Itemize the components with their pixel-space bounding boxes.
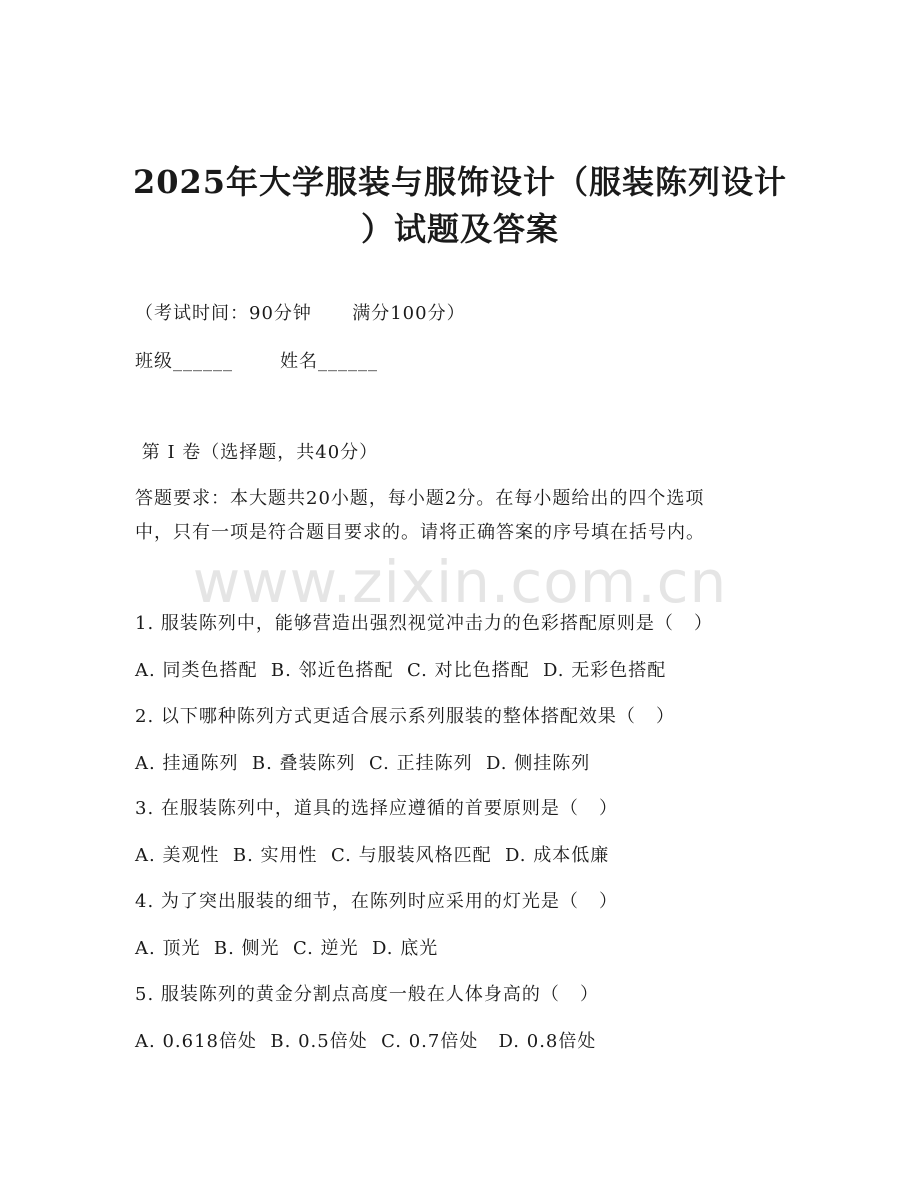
section-heading: 第 I 卷（选择题，共40分） xyxy=(135,442,379,463)
question-3-options: A. 美观性 B. 实用性 C. 与服装风格匹配 D. 成本低廉 xyxy=(135,845,610,866)
question-5-stem: 5. 服装陈列的黄金分割点高度一般在人体身高的（ ） xyxy=(135,984,600,1005)
document-title-line-2: ）试题及答案 xyxy=(360,210,559,248)
name-fields: 班级______ 姓名______ xyxy=(135,351,379,372)
question-4-stem: 4. 为了突出服装的细节，在陈列时应采用的灯光是（ ） xyxy=(135,891,619,912)
question-1-options: A. 同类色搭配 B. 邻近色搭配 C. 对比色搭配 D. 无彩色搭配 xyxy=(135,660,667,681)
question-3-stem: 3. 在服装陈列中，道具的选择应遵循的首要原则是（ ） xyxy=(135,798,619,819)
exam-info: （考试时间：90分钟 满分100分） xyxy=(135,303,466,324)
question-1-stem: 1. 服装陈列中，能够营造出强烈视觉冲击力的色彩搭配原则是（ ） xyxy=(135,613,714,634)
watermark: www.zixin.com.cn xyxy=(192,548,728,616)
question-4-options: A. 顶光 B. 侧光 C. 逆光 D. 底光 xyxy=(135,938,439,959)
instruction-line-2: 中，只有一项是符合题目要求的。请将正确答案的序号填在括号内。 xyxy=(135,522,705,543)
document-title-line-1: 2025年大学服装与服饰设计（服装陈列设计 xyxy=(132,163,788,201)
question-5-options: A. 0.618倍处 B. 0.5倍处 C. 0.7倍处 D. 0.8倍处 xyxy=(135,1031,597,1052)
question-2-options: A. 挂通陈列 B. 叠装陈列 C. 正挂陈列 D. 侧挂陈列 xyxy=(135,753,591,774)
question-2-stem: 2. 以下哪种陈列方式更适合展示系列服装的整体搭配效果（ ） xyxy=(135,706,676,727)
instruction-line-1: 答题要求：本大题共20小题，每小题2分。在每小题给出的四个选项 xyxy=(135,488,705,509)
